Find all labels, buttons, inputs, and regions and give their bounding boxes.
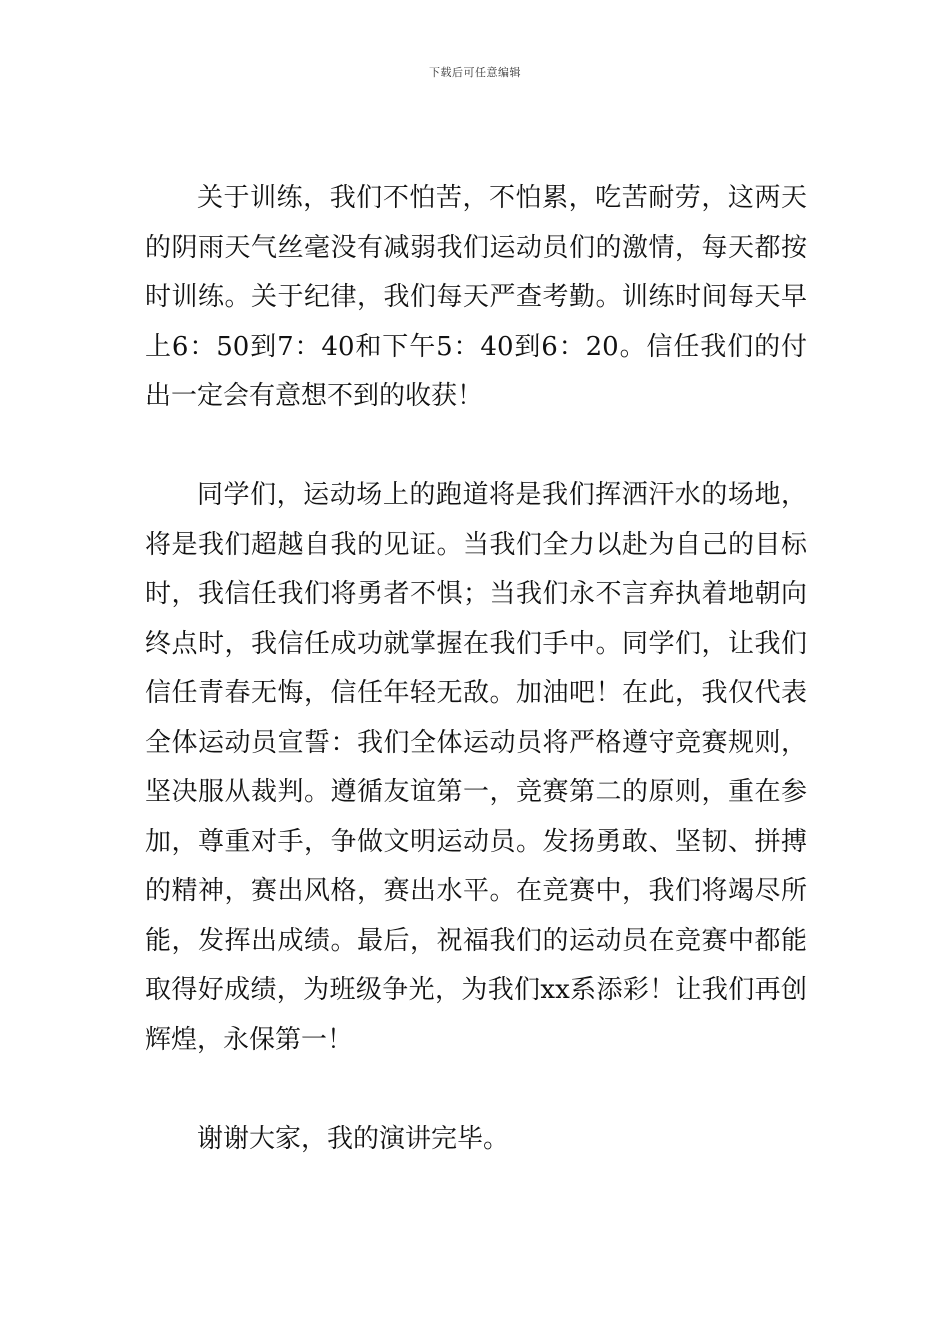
paragraph-training: 关于训练，我们不怕苦，不怕累，吃苦耐劳，这两天的阴雨天气丝毫没有减弱我们运动员们的激情，每天都按时训练。关于纪律，我们每天严查考勤。训练时间每天早上6：50到7：40和下午5：40到6：20。信任我们的付出一定会有意想不到的收获！	[145, 183, 807, 411]
paragraph-spacer	[145, 422, 807, 472]
document-body	[145, 174, 807, 1164]
header-note: 下载后可任意编辑	[429, 66, 521, 79]
paragraph-oath: 同学们，运动场上的跑道将是我们挥洒汗水的场地，将是我们超越自我的见证。当我们全力以赴为自己的目标时，我信任我们将勇者不惧；当我们永不言弃执着地朝向终点时，我信任成功就掌握在我们手中。同学们，让我们信任青春无悔，信任年轻无敌。加油吧！在此，我仅代表全体运动员宣誓：我们全体运动员将严格遵守竞赛规则，坚决服从裁判。遵循友谊第一，竞赛第二的原则，重在参加，尊重对手，争做文明运动员。发扬勇敢、坚韧、拼搏的精神，赛出风格，赛出水平。在竞赛中，我们将竭尽所能，发挥出成绩。最后，祝福我们的运动员在竞赛中都能取得好成绩，为班级争光，为我们xx系添彩！让我们再创辉煌，永保第一！	[145, 480, 807, 1055]
paragraph-closing: 谢谢大家，我的演讲完毕。	[197, 1123, 510, 1154]
paragraph-spacer	[145, 1065, 807, 1115]
